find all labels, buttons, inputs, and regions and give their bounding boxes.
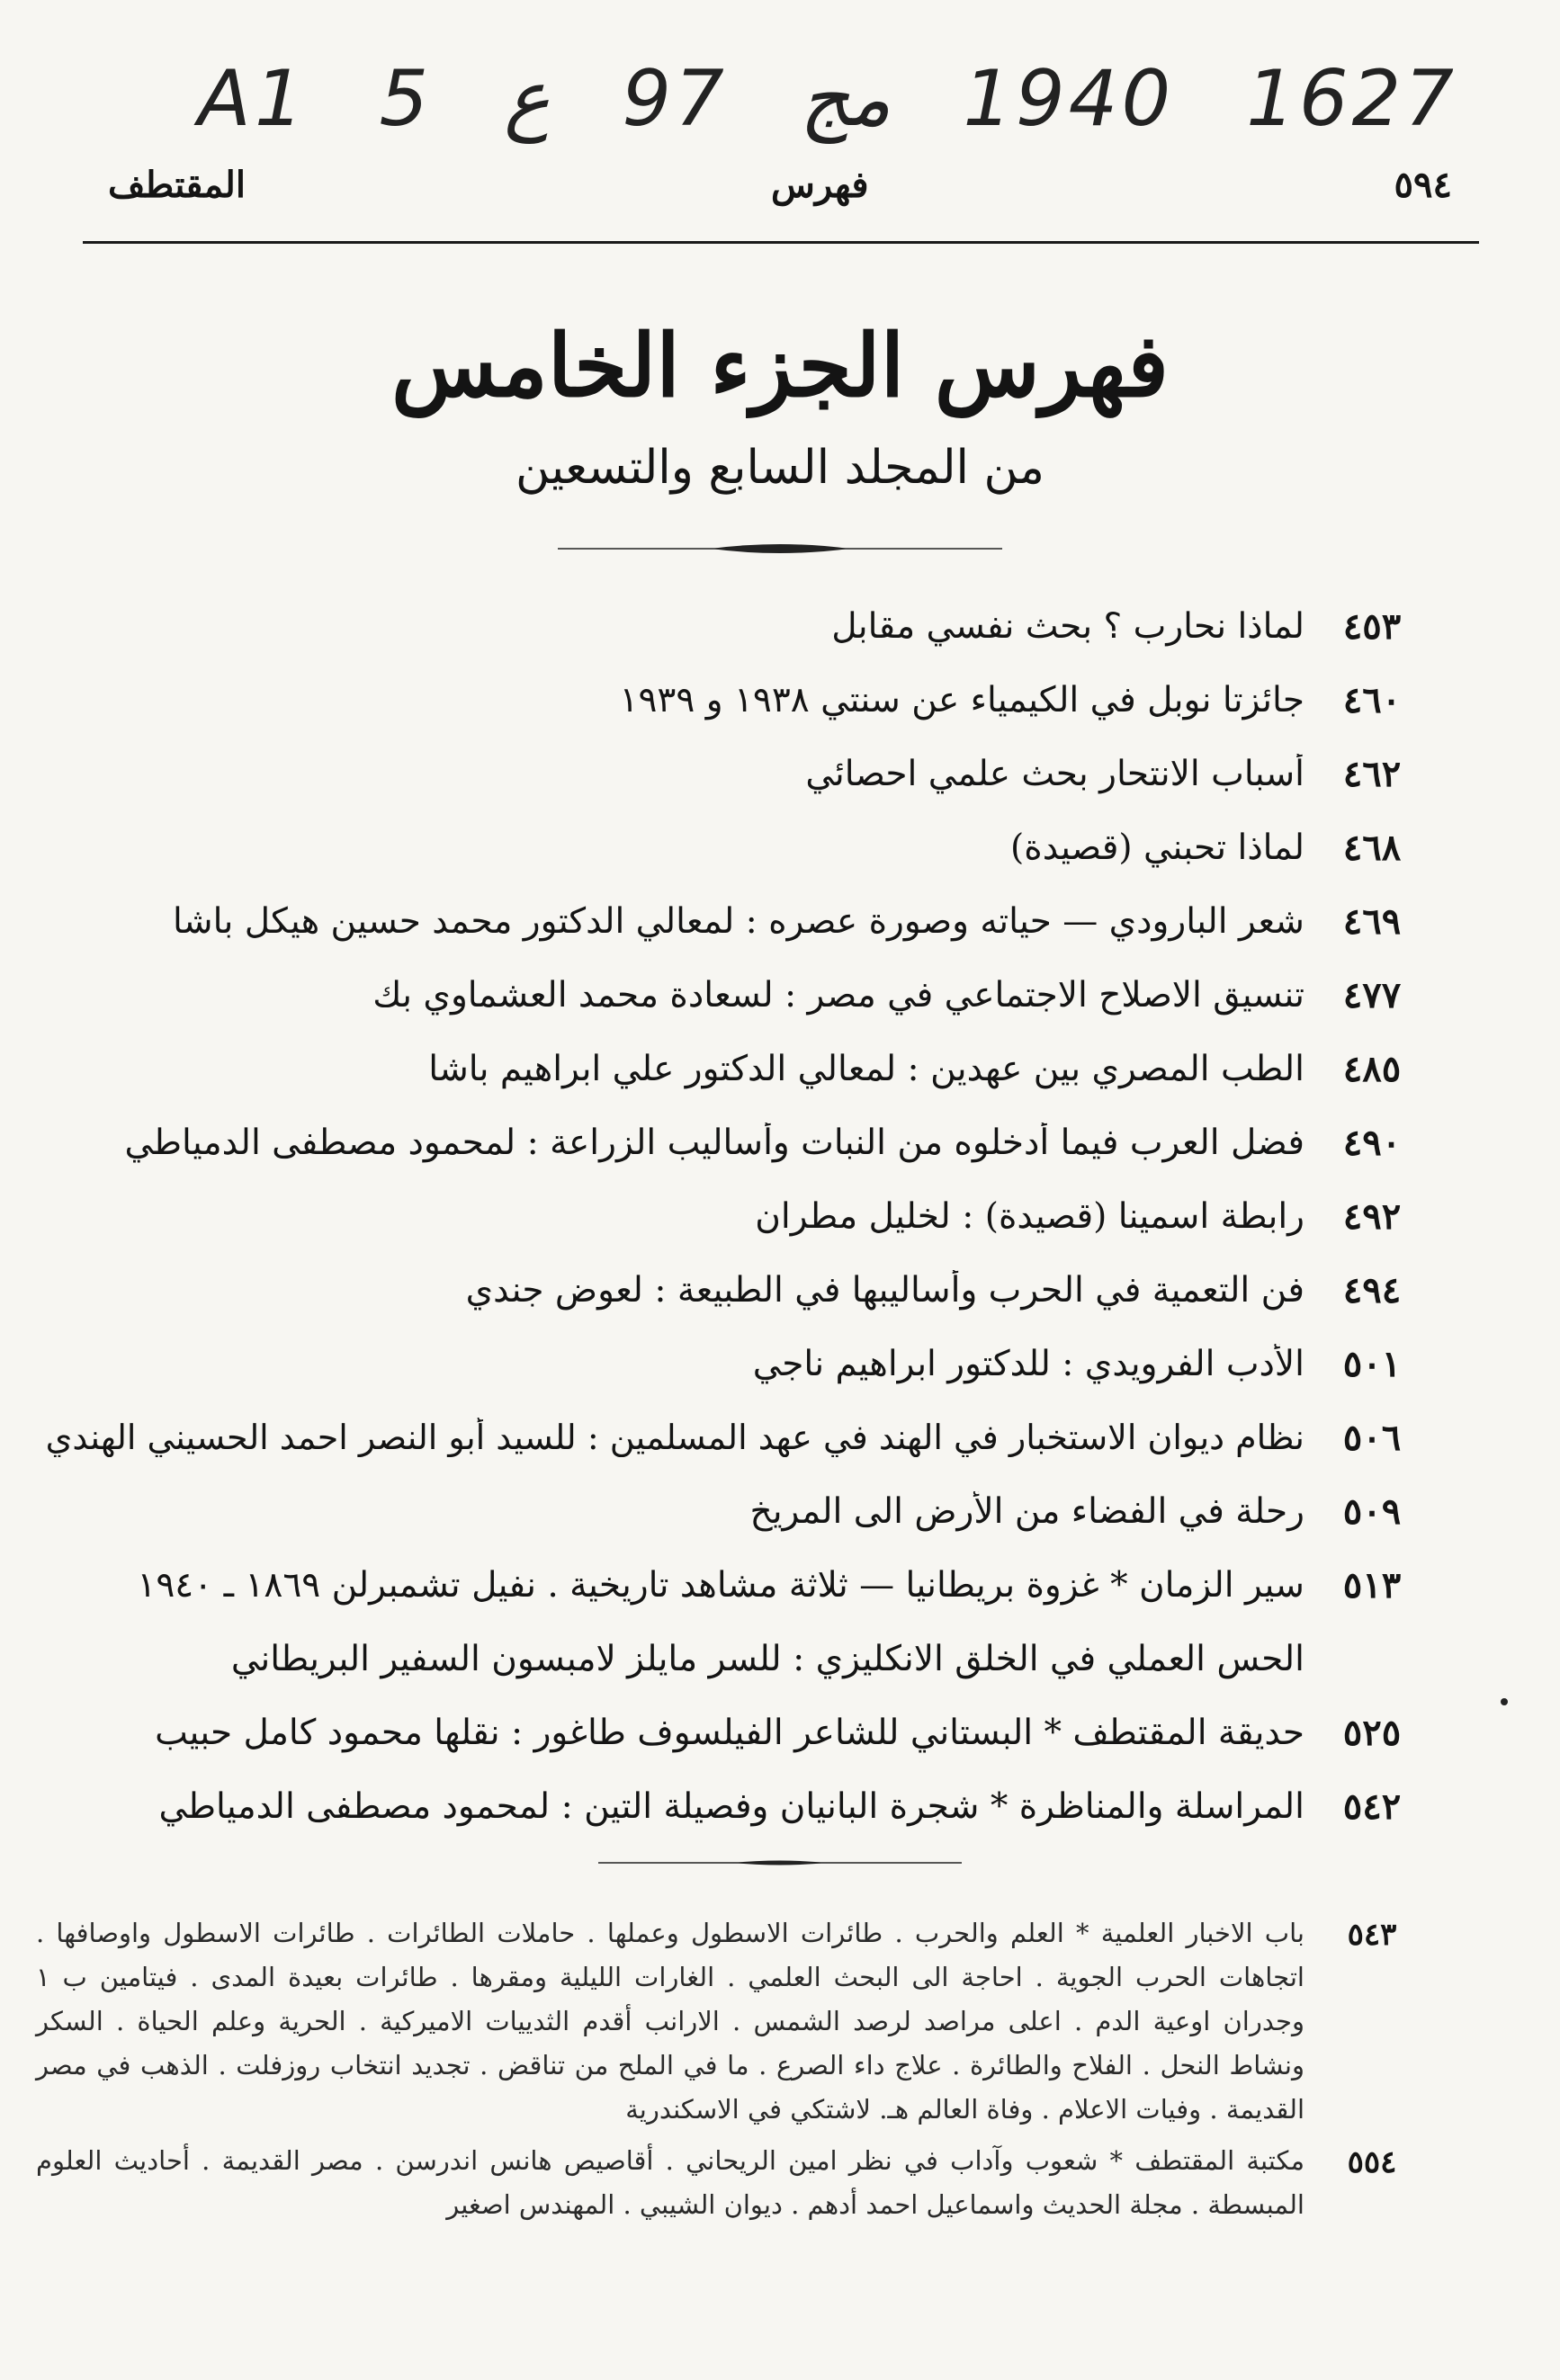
toc-title: المراسلة والمناظرة * شجرة البانيان وفصيلة التين : لمحمود مصطفى الدمياطي: [158, 1785, 1304, 1827]
toc-entry: [36, 589, 1439, 663]
toc-page: ٤٥٣: [1342, 604, 1402, 648]
archive-code-part: 5: [379, 54, 433, 144]
toc-page: ٥٠١: [1342, 1342, 1402, 1385]
toc-page: ٤٦٨: [1342, 826, 1402, 869]
toc-page: ٥١٣: [1342, 1563, 1402, 1606]
note-text: مكتبة المقتطف * شعوب وآداب في نظر امين الريحاني . أقاصيص هانس اندرسن . مصر القديمة . أحاديث العلوم المبسطة . مجلة الحديث واسماعيل احمد أدهم . ديوان الشيبي . المهندس اصغير: [36, 2145, 1304, 2220]
toc-title: رابطة اسمينا (قصيدة) : لخليل مطران: [755, 1195, 1304, 1237]
toc-entry: [36, 1548, 1439, 1622]
header-rule: [83, 241, 1479, 244]
toc-page: ٤٦٢: [1342, 752, 1402, 795]
toc-entry: [36, 1474, 1439, 1548]
stray-mark: [1501, 1698, 1508, 1705]
archive-code-part: 1627: [1246, 54, 1457, 144]
toc-title: نظام ديوان الاستخبار في الهند في عهد المسلمين : للسيد أبو النصر احمد الحسيني الهندي: [45, 1418, 1304, 1457]
toc-title: فن التعمية في الحرب وأساليبها في الطبيعة : لعوض جندي: [465, 1269, 1304, 1311]
note-page: ٥٤٣: [1347, 1917, 1397, 1953]
section-label: فهرس: [771, 163, 869, 206]
archive-code-part: 1940: [963, 54, 1175, 144]
toc-entry: [36, 1400, 1439, 1474]
section-divider: [598, 1858, 962, 1867]
toc-page: ٤٨٥: [1342, 1047, 1402, 1090]
toc-entry: [36, 810, 1439, 884]
toc-entry: [36, 1696, 1439, 1769]
journal-name: المقتطف: [108, 163, 246, 206]
toc-title: الأدب الفرويدي : للدكتور ابراهيم ناجي: [752, 1343, 1304, 1384]
toc-title: الطب المصري بين عهدين : لمعالي الدكتور علي ابراهيم باشا: [428, 1048, 1304, 1089]
running-header: [108, 153, 1452, 216]
note-text: باب الاخبار العلمية * العلم والحرب . طائرات الاسطول وعملها . حاملات الطائرات . طائرات الاسطول واوصافها . اتجاهات الحرب الجوية . احاجة الى البحث العلمي . الغارات الليلية ومقرها . طائرات بعيدة المدى . فيتامين ب ١ وجدران اوعية الدم . اعلى مراصد لرصد الشمس . الارانب أقدم الثدييات الاميركية . الحرية وعلم الحياة . السكر ونشاط النحل . الفلاح والطائرة . علاج داء الصرع . ما في الملح من تناقض . تجديد انتخاب روزفلت . الذهب في مصر القديمة . وفيات الاعلام . وفاة العالم هـ. لاشتكي في الاسكندرية: [36, 1918, 1304, 2125]
toc-page: ٤٦٠: [1342, 678, 1402, 721]
toc-title: لماذا نحارب ؟ بحث نفسي مقابل: [831, 605, 1304, 647]
toc-page: ٥٤٢: [1342, 1785, 1402, 1828]
toc-title: شعر البارودي — حياته وصورة عصره : لمعالي الدكتور محمد حسين هيكل باشا: [173, 900, 1304, 942]
toc-title: جائزتا نوبل في الكيمياء عن سنتي ١٩٣٨ و ١٩٣٩: [619, 679, 1304, 720]
toc-entry: [36, 1032, 1439, 1105]
page-number: ٥٩٤: [1394, 163, 1452, 206]
archive-code-part: ع: [504, 54, 551, 144]
toc-page: ٥٠٦: [1342, 1416, 1402, 1459]
toc-title: رحلة في الفضاء من الأرض الى المريخ: [749, 1490, 1304, 1532]
page-title: فهرس الجزء الخامس: [390, 315, 1170, 416]
toc-entry: [36, 1327, 1439, 1400]
toc-title: حديقة المقتطف * البستاني للشاعر الفيلسوف طاغور : نقلها محمود كامل حبيب: [155, 1712, 1304, 1753]
archive-code-part: A1: [198, 54, 308, 144]
toc-title: فضل العرب فيما أدخلوه من النبات وأساليب الزراعة : لمحمود مصطفى الدمياطي: [124, 1122, 1304, 1163]
table-of-contents: [36, 589, 1439, 1843]
note-entry: [36, 1911, 1439, 2132]
toc-page: ٤٩٢: [1342, 1194, 1402, 1238]
toc-title: الحس العملي في الخلق الانكليزي : للسر مايلز لامبسون السفير البريطاني: [230, 1638, 1304, 1679]
toc-entry: [36, 1622, 1439, 1696]
toc-entry: [36, 1253, 1439, 1327]
toc-entry: [36, 1769, 1439, 1843]
archive-code-part: مج: [799, 54, 892, 144]
toc-page: ٥٢٥: [1342, 1711, 1402, 1754]
note-entry: [36, 2139, 1439, 2227]
toc-title: لماذا تحبني (قصيدة): [1010, 827, 1304, 868]
ornament-divider: [558, 540, 1002, 558]
page-subtitle: من المجلد السابع والتسعين: [516, 441, 1044, 495]
toc-entry: [36, 884, 1439, 958]
toc-entry: [36, 958, 1439, 1032]
toc-title: تنسيق الاصلاح الاجتماعي في مصر : لسعادة محمد العشماوي بك: [372, 974, 1304, 1016]
toc-page: ٤٦٩: [1342, 899, 1402, 943]
toc-page: ٤٩٠: [1342, 1121, 1402, 1164]
archive-code-part: 97: [622, 54, 728, 144]
notes-section: [36, 1911, 1439, 2234]
toc-title: سير الزمان * غزوة بريطانيا — ثلاثة مشاهد تاريخية . نفيل تشمبرلن ١٨٦٩ ـ ١٩٤٠: [137, 1564, 1304, 1606]
toc-page: ٤٩٤: [1342, 1268, 1402, 1311]
toc-entry: [36, 1105, 1439, 1179]
archive-code: [198, 45, 1457, 153]
toc-entry: [36, 1179, 1439, 1253]
toc-entry: [36, 663, 1439, 737]
toc-page: ٥٠٩: [1342, 1490, 1402, 1533]
toc-title: أسباب الانتحار بحث علمي احصائي: [805, 753, 1304, 794]
toc-page: ٤٧٧: [1342, 973, 1402, 1016]
toc-entry: [36, 737, 1439, 810]
note-page: ٥٥٤: [1347, 2144, 1397, 2180]
